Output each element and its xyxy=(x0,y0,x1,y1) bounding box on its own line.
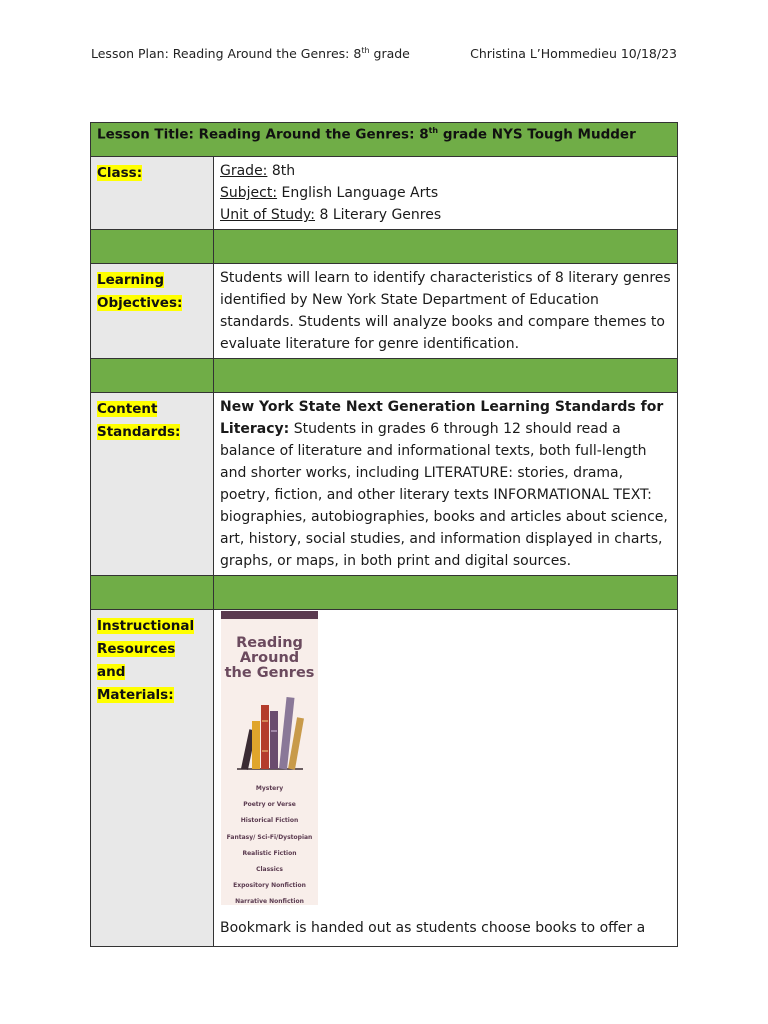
title-row xyxy=(91,123,678,157)
books-illustration xyxy=(235,691,305,773)
standards-label-2: Standards: xyxy=(97,424,181,440)
standards-label: Content xyxy=(97,401,158,417)
genre-list xyxy=(221,781,318,911)
lesson-plan-table xyxy=(90,122,678,947)
spacer-row xyxy=(91,576,678,610)
subject-line: Subject: English Language Arts xyxy=(220,185,439,201)
genre-item: Poetry or Verse xyxy=(243,801,296,809)
objectives-label-cell xyxy=(91,264,214,359)
page-header xyxy=(91,46,677,61)
resources-content xyxy=(214,610,678,947)
standards-title: New York State Next Generation Learning Standards for Literacy: xyxy=(220,399,664,437)
class-content xyxy=(214,157,678,230)
unit-line: Unit of Study: 8 Literary Genres xyxy=(220,207,442,223)
bookmark-title: Reading Around the Genres xyxy=(224,635,315,681)
genre-item: Narrative Nonfiction xyxy=(235,898,304,906)
resources-label-cell xyxy=(91,610,214,947)
lesson-title: Lesson Title: Reading Around the Genres: 8th grade NYS Tough Mudder xyxy=(91,123,678,157)
class-row xyxy=(91,157,678,230)
standards-row xyxy=(91,393,678,576)
header-left: Lesson Plan: Reading Around the Genres: 8th grade xyxy=(91,46,410,62)
spacer-row xyxy=(91,359,678,393)
grade-line: Grade: 8th xyxy=(220,163,296,179)
objectives-label-2: Objectives: xyxy=(97,295,183,311)
objectives-text: Students will learn to identify characteristics of 8 literary genres identified by New York State Department of Education standards. Students will analyze books and compare themes to evaluate literature for genre identification. xyxy=(214,264,678,359)
class-label: Class: xyxy=(97,165,143,181)
genre-item: Expository Nonfiction xyxy=(233,882,306,890)
standards-text: Students in grades 6 through 12 should read a balance of literature and informational texts, both full-length and shorter works, including LITERATURE: stories, drama, poetry, fiction, and other literary texts INFORMATIONAL TEXT: biographies, autobiographies, books and articles about science, art, history, social studies, and information displayed in charts, graphs, or maps, in both print and digital sources. xyxy=(220,421,668,569)
standards-content xyxy=(214,393,678,576)
class-label-cell xyxy=(91,157,214,230)
resources-label-2: Resources and xyxy=(97,641,176,680)
objectives-label: Learning xyxy=(97,272,165,288)
spacer-row xyxy=(91,230,678,264)
resources-text: Bookmark is handed out as students choose books to offer a xyxy=(220,920,646,936)
genre-item: Mystery xyxy=(255,785,284,792)
standards-label-cell xyxy=(91,393,214,576)
genre-item: Fantasy/ Sci-Fi/Dystopian xyxy=(226,833,313,841)
genre-item: Classics xyxy=(256,866,283,874)
genre-bookmark-image xyxy=(221,611,318,905)
header-right: Christina L’Hommedieu 10/18/23 xyxy=(470,46,677,61)
resources-label: Instructional xyxy=(97,618,195,634)
genre-item: Realistic Fiction xyxy=(242,849,297,857)
resources-row xyxy=(91,610,678,947)
resources-label-3: Materials: xyxy=(97,687,174,703)
objectives-row xyxy=(91,264,678,359)
genre-item: Historical Fiction xyxy=(240,817,299,825)
